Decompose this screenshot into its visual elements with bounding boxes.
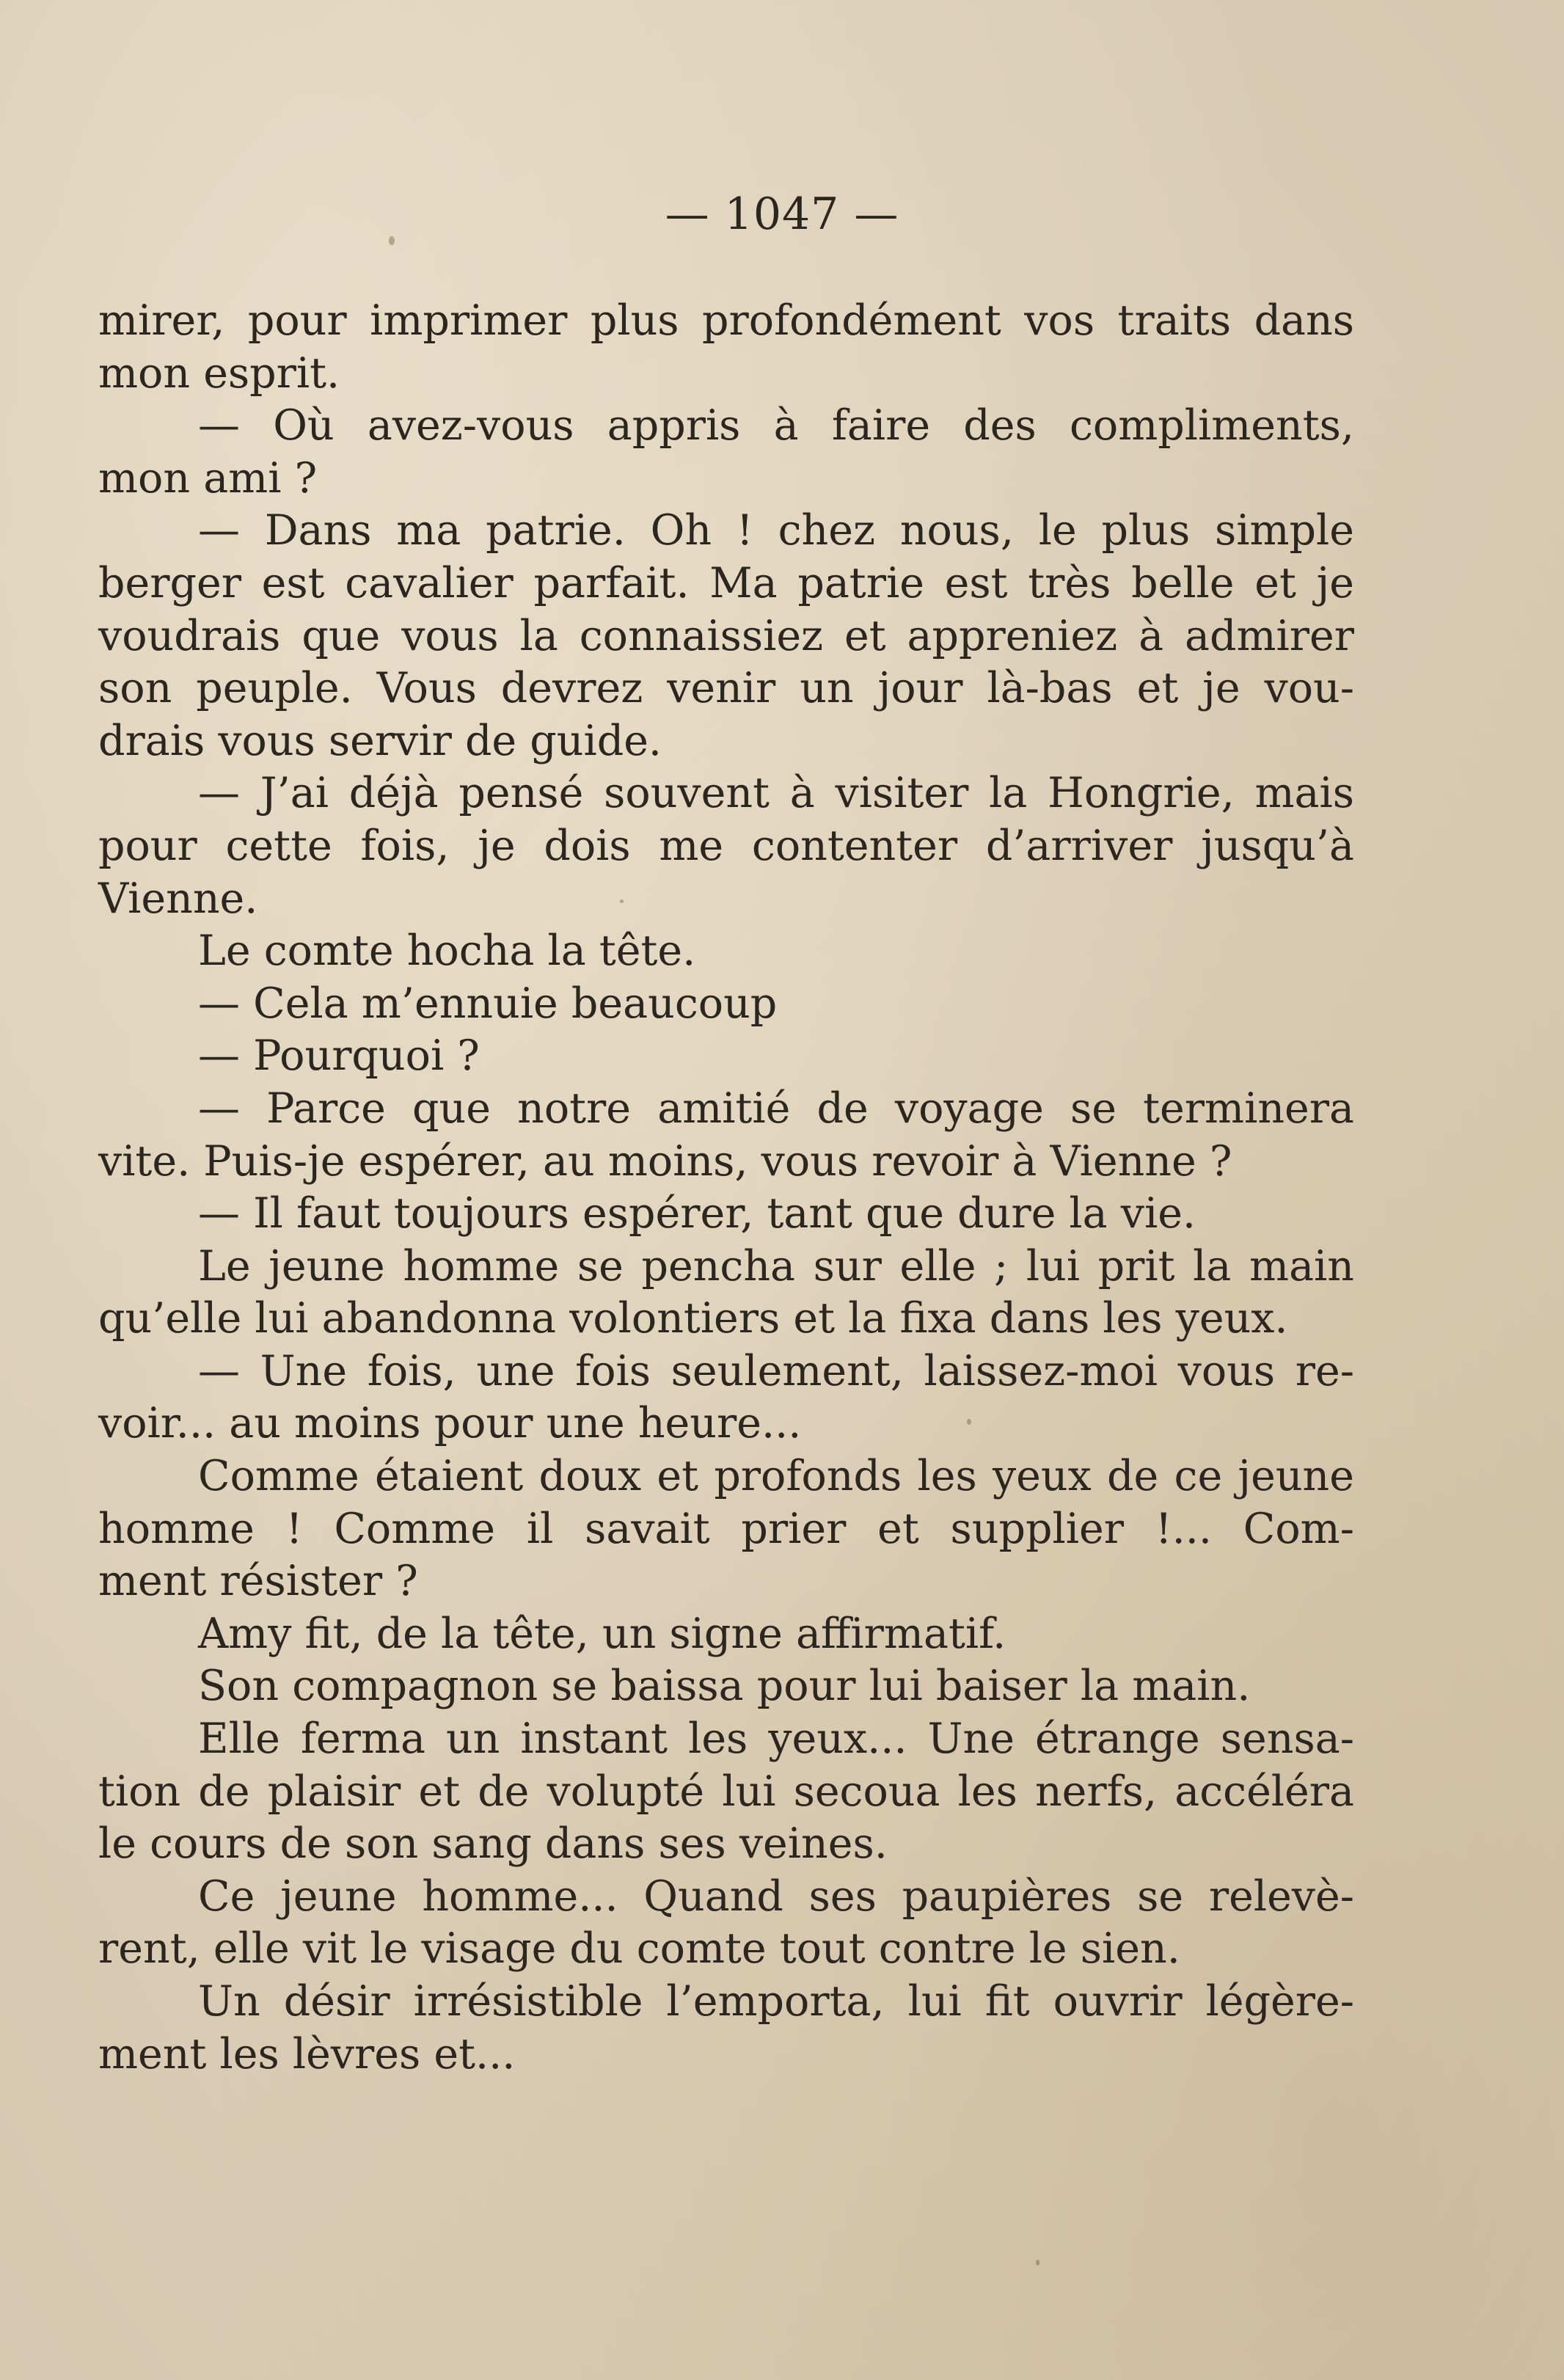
- text-line: qu’elle lui abandonna volontiers et la fixa dans les yeux.: [98, 1294, 1288, 1343]
- text-line: Amy fit, de la tête, un signe affirmatif.: [198, 1609, 1006, 1658]
- text-line: homme ! Comme il savait prier et supplier !... Com-: [98, 1504, 1354, 1553]
- text-line: — Il faut toujours espérer, tant que dure la vie.: [198, 1189, 1196, 1238]
- text-line: Un désir irrésistible l’emporta, lui fit ouvrir légère-: [198, 1977, 1354, 2026]
- text-line: voir... au moins pour une heure...: [98, 1399, 802, 1448]
- page-number: — 1047 —: [665, 189, 899, 240]
- text-line: vite. Puis-je espérer, au moins, vous revoir à Vienne ?: [98, 1136, 1232, 1186]
- text-line: Vienne.: [98, 874, 258, 923]
- text-line: Comme étaient doux et profonds les yeux de ce jeune: [198, 1452, 1354, 1501]
- text-line: — Où avez-vous appris à faire des compliments,: [198, 401, 1354, 450]
- body-text: [98, 295, 1354, 2081]
- text-line: — Dans ma patrie. Oh ! chez nous, le plus simple: [198, 506, 1354, 555]
- text-line: mon esprit.: [98, 348, 340, 398]
- text-line: Ce jeune homme... Quand ses paupières se relevè-: [198, 1872, 1354, 1921]
- paper-speck: [620, 899, 624, 903]
- paper-speck: [389, 236, 395, 245]
- text-line: — Une fois, une fois seulement, laissez-moi vous re-: [198, 1346, 1354, 1395]
- text-line: ment résister ?: [98, 1557, 418, 1606]
- text-line: voudrais que vous la connaissiez et appreniez à admirer: [98, 611, 1354, 660]
- text-line: Elle ferma un instant les yeux... Une étrange sensa-: [198, 1715, 1354, 1764]
- text-line: Son compagnon se baissa pour lui baiser la main.: [198, 1662, 1251, 1711]
- text-line: — J’ai déjà pensé souvent à visiter la Hongrie, mais: [198, 769, 1354, 818]
- text-line: — Parce que notre amitié de voyage se terminera: [198, 1084, 1354, 1133]
- text-line: tion de plaisir et de volupté lui secoua les nerfs, accéléra: [98, 1767, 1354, 1816]
- text-line: son peuple. Vous devrez venir un jour là-bas et je vou-: [98, 664, 1354, 713]
- text-line: — Pourquoi ?: [198, 1032, 480, 1081]
- paper-speck: [1036, 2260, 1039, 2266]
- text-line: berger est cavalier parfait. Ma patrie est très belle et je: [98, 558, 1354, 607]
- text-line: ment les lèvres et...: [98, 2029, 516, 2078]
- text-line: Le comte hocha la tête.: [198, 927, 696, 976]
- text-line: Le jeune homme se pencha sur elle ; lui prit la main: [198, 1241, 1354, 1291]
- text-line: mirer, pour imprimer plus profondément vos traits dans: [98, 296, 1354, 345]
- text-line: pour cette fois, je dois me contenter d’arriver jusqu’à: [98, 821, 1354, 870]
- text-line: drais vous servir de guide.: [98, 716, 662, 765]
- text-line: le cours de son sang dans ses veines.: [98, 1819, 888, 1869]
- text-line: mon ami ?: [98, 453, 318, 503]
- paper-speck: [967, 1419, 971, 1425]
- text-line: rent, elle vit le visage du comte tout contre le sien.: [98, 1924, 1180, 1974]
- text-line: — Cela m’ennuie beaucoup: [198, 979, 778, 1028]
